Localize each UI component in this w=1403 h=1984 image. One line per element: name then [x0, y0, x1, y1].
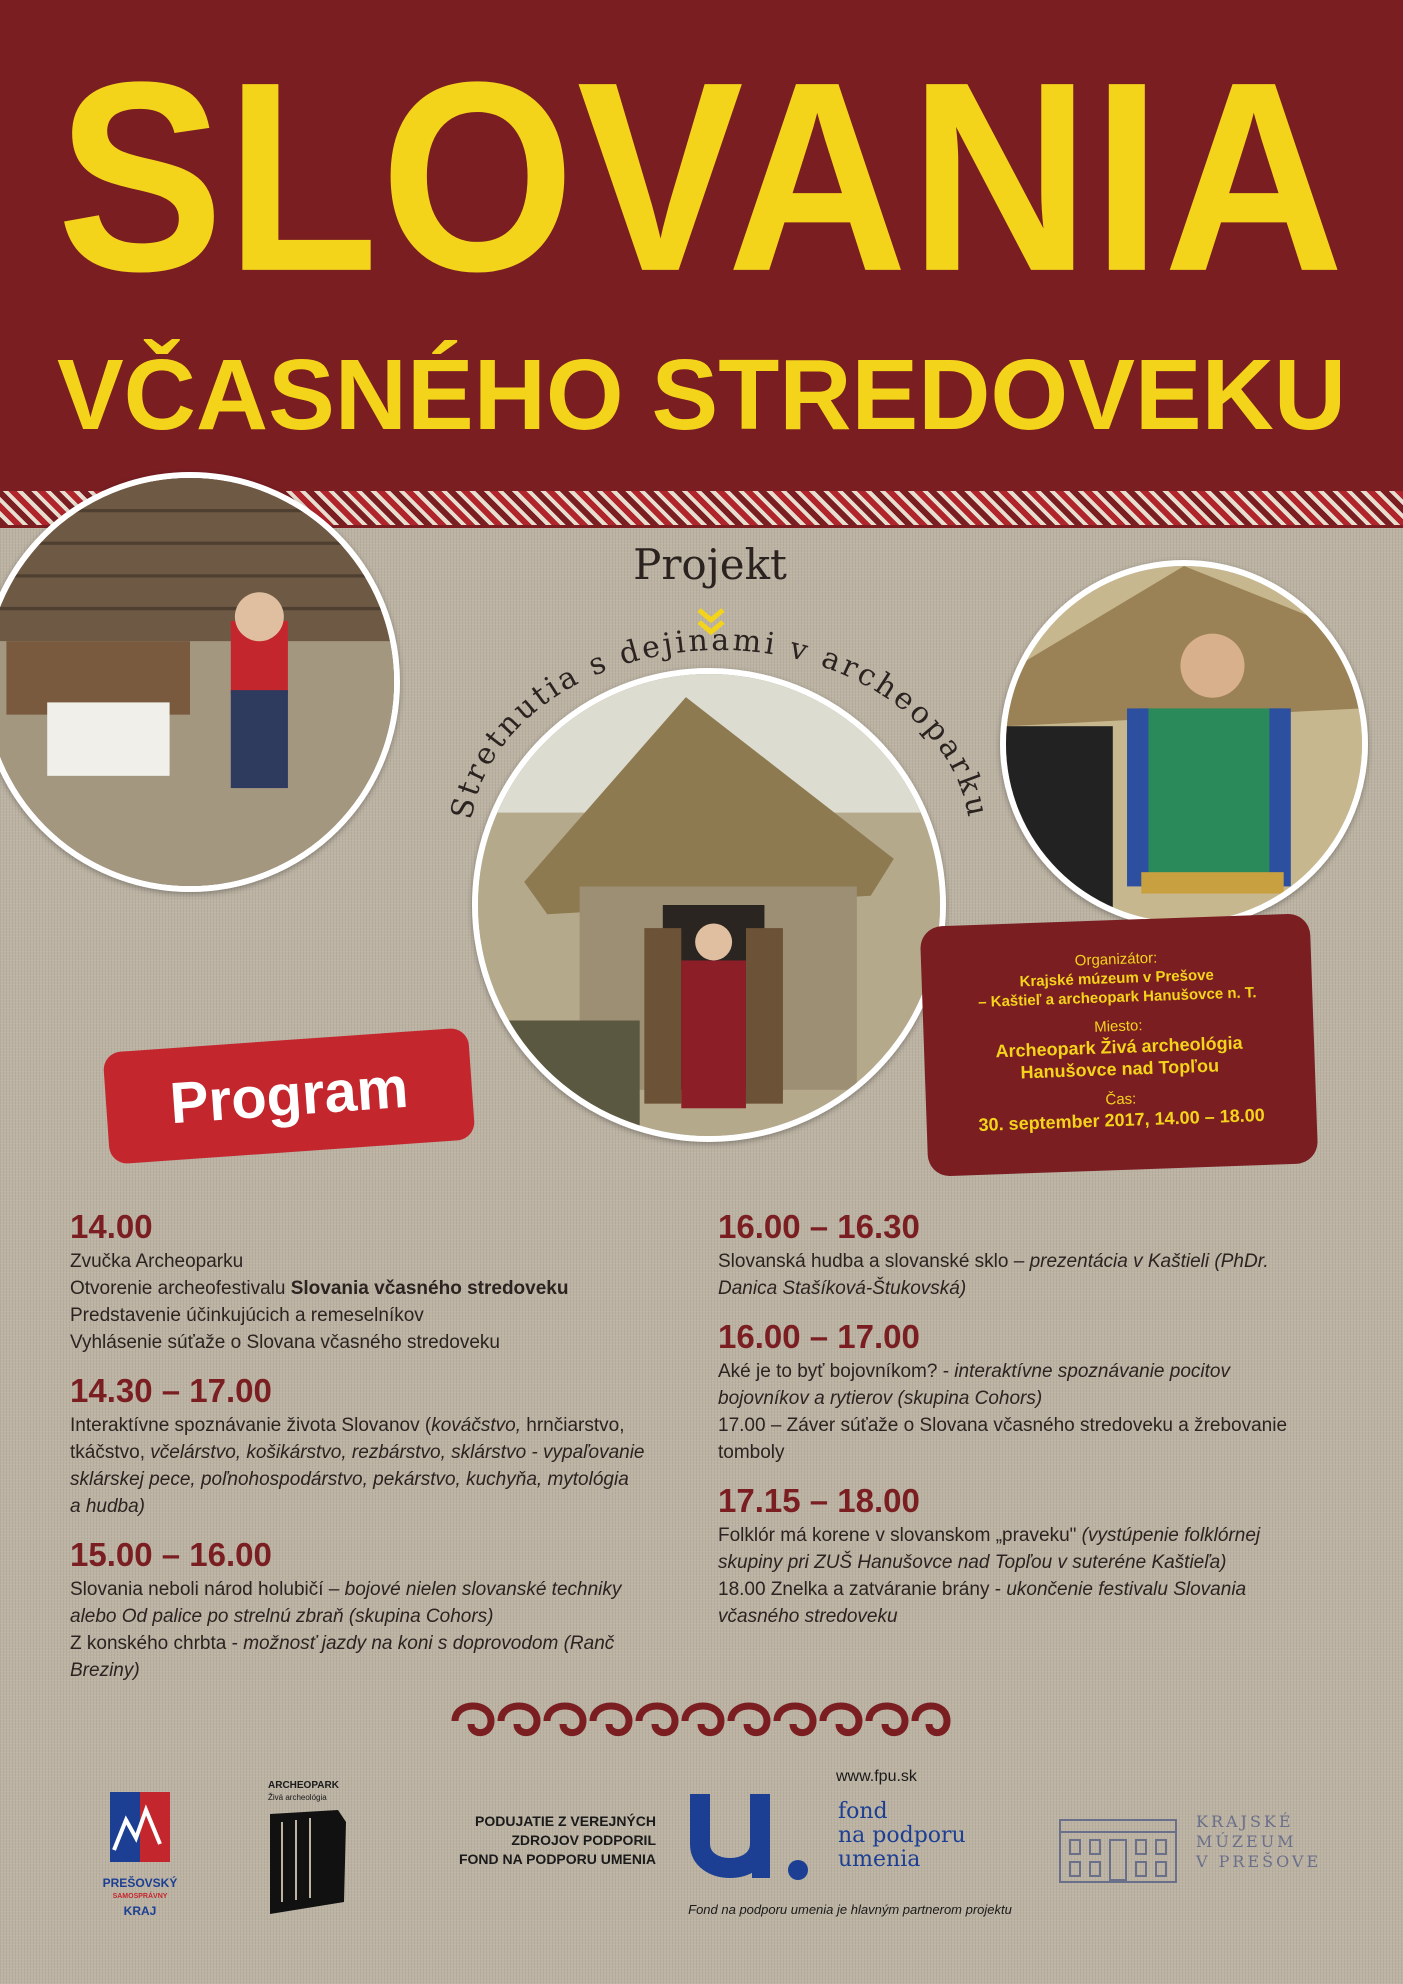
slot-line: skupiny pri ZUŠ Hanušovce nad Topľou v suteréne Kaštieľa): [718, 1552, 1227, 1573]
slot-time: 17.15 – 18.00: [718, 1482, 920, 1519]
slot-line: Interaktívne spoznávanie života Slovanov (kováčstvo, hrnčiarstvo,: [70, 1415, 625, 1436]
header-banner: [0, 0, 1403, 488]
slot-time: 16.00 – 16.30: [718, 1208, 920, 1245]
slot-line: Zvučka Archeoparku: [70, 1251, 244, 1272]
project-name-arc: [420, 620, 1020, 880]
schedule-slot: [70, 1534, 690, 1684]
slot-line: 18.00 Znelka a zatváranie brány - ukončenie festivalu Slovania: [718, 1579, 1247, 1600]
time-label: Čas:: [1105, 1090, 1137, 1109]
program-heading: Program: [103, 1027, 476, 1164]
slot-line: sklárskej pece, poľnohospodárstvo, pekárstvo, kuchyňa, mytológia: [70, 1469, 629, 1490]
time-value: 30. september 2017, 14.00 – 18.00: [978, 1104, 1265, 1135]
place-label: Miesto:: [1093, 1017, 1143, 1036]
photo-slavic-house-interior: [0, 472, 400, 892]
schedule-left-column: [70, 1206, 690, 1698]
support-statement: PODUJATIE Z VEREJNÝCH ZDROJOV PODPORIL FOND NA PODPORU UMENIA: [458, 1813, 656, 1867]
slot-line: bojovníkov a rytierov (skupina Cohors): [718, 1388, 1043, 1409]
project-name: Stretnutia s dejinami v archeoparku: [444, 622, 996, 823]
schedule-slot: [70, 1206, 690, 1356]
poster-title: SLOVANIA: [56, 25, 1347, 328]
slot-line: Slovanská hudba a slovanské sklo – prezentácia v Kaštieli (PhDr.: [718, 1251, 1269, 1272]
slot-time: 16.00 – 17.00: [718, 1318, 920, 1355]
fpu-partner-note: Fond na podporu umenia je hlavným partnerom projektu: [688, 1902, 1012, 1917]
photo-costumed-warrior: [1000, 560, 1368, 928]
slot-line: tomboly: [718, 1442, 785, 1463]
slot-line: včasného stredoveku: [718, 1606, 898, 1627]
fpu-logo-icon: [690, 1784, 820, 1894]
slot-line: Z konského chrbta - možnosť jazdy na koni s doprovodom (Ranč: [70, 1633, 615, 1654]
slot-line: Predstavenie účinkujúcich a remeselníkov: [70, 1305, 424, 1326]
museum-logo-text: KRAJSKÉ MÚZEUM V PREŠOVE: [1196, 1812, 1322, 1871]
slot-time: 14.30 – 17.00: [70, 1372, 272, 1409]
organizer-label: Organizátor:: [1074, 949, 1158, 970]
slot-line: Vyhlásenie súťaže o Slovana včasného stredoveku: [70, 1332, 500, 1353]
poster-subtitle: VČASNÉHO STREDOVEKU: [56, 339, 1347, 451]
schedule-slot: [718, 1206, 1338, 1302]
archeopark-logo-text: ARCHEOPARK Živá archeológia: [268, 1780, 339, 1802]
museum-building-icon: [1056, 1808, 1180, 1888]
fpu-website: www.fpu.sk: [836, 1768, 917, 1785]
archeopark-logo-icon: [268, 1782, 348, 1922]
slot-line: Danica Stašíková-Štukovská): [718, 1278, 967, 1299]
slot-line: Otvorenie archeofestivalu Slovania včasného stredoveku: [70, 1278, 569, 1299]
slot-line: alebo Od palice po strelnú zbraň (skupina Cohors): [70, 1606, 494, 1627]
event-info-box: [920, 913, 1318, 1176]
schedule-slot: [718, 1480, 1338, 1630]
svg-text:Stretnutia s dejinami v archeo: [444, 623, 995, 822]
slot-line: Aké je to byť bojovníkom? - interaktívne spoznávanie pocitov: [718, 1361, 1230, 1382]
schedule-slot: [718, 1316, 1338, 1466]
place-line2: Hanušovce nad Topľou: [1020, 1055, 1220, 1083]
psk-logo-text: PREŠOVSKÝ SAMOSPRÁVNY KRAJ: [102, 1876, 178, 1918]
slot-line: 17.00 – Záver súťaže o Slovana včasného stredoveku a žrebovanie: [718, 1415, 1288, 1436]
slot-time: 14.00: [70, 1208, 153, 1245]
slot-line: tkáčstvo, včelárstvo, košikárstvo, rezbárstvo, sklárstvo - vypaľovanie: [70, 1442, 645, 1463]
organizer-line2: – Kaštieľ a archeopark Hanušovce n. T.: [977, 984, 1257, 1011]
slot-line: Slovania neboli národ holubičí – bojové nielen slovanské techniky: [70, 1579, 622, 1600]
slot-line: a hudba): [70, 1496, 146, 1517]
fpu-logo-text: fond na podporu umenia: [838, 1799, 966, 1872]
schedule-right-column: [718, 1206, 1338, 1644]
place-line1: Archeopark Živá archeológia: [995, 1032, 1243, 1062]
project-label: Projekt: [633, 540, 787, 589]
slot-line: Folklór má korene v slovanskom „praveku" (vystúpenie folklórnej: [718, 1525, 1261, 1546]
schedule-slot: [70, 1370, 690, 1520]
organizer-line1: Krajské múzeum v Prešove: [1019, 966, 1215, 991]
slot-time: 15.00 – 16.00: [70, 1536, 272, 1573]
slot-line: Breziny): [70, 1660, 140, 1681]
wave-ornament: [445, 1696, 957, 1746]
